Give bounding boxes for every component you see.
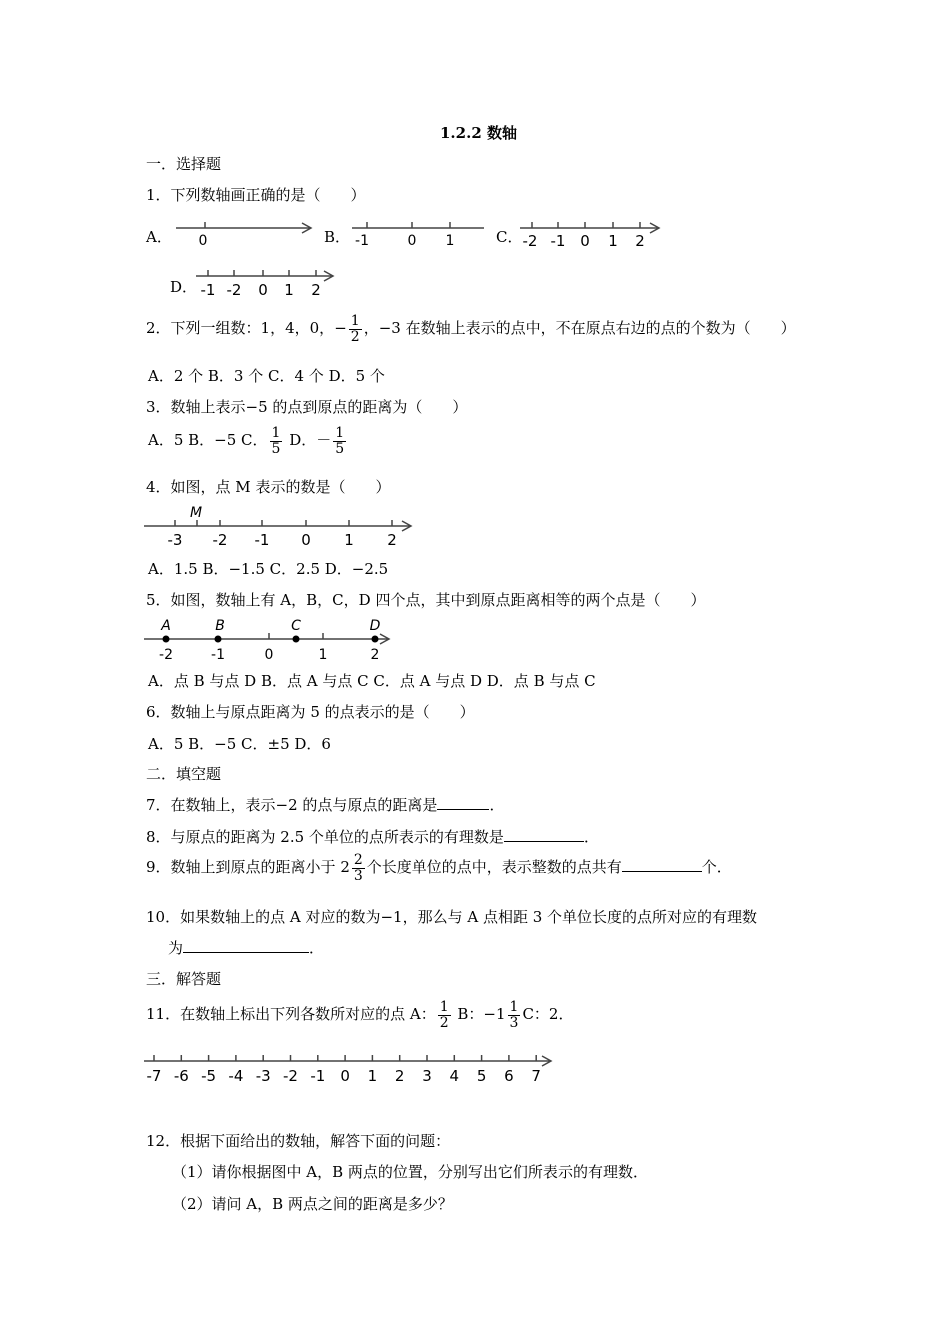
- q1-axis-b: [350, 214, 488, 250]
- axis-c-label: 1: [608, 232, 618, 250]
- q11-text-mid: B：−1: [452, 1005, 506, 1024]
- q3-stem: 3．数轴上表示−5 的点到原点的距离为（ ）: [146, 398, 468, 416]
- fraction-denominator: 2: [439, 1014, 449, 1031]
- q11-tick-label: -4: [228, 1067, 244, 1085]
- point-d-label: D: [369, 618, 381, 634]
- q11-number-line: [140, 1050, 558, 1090]
- axis-c-label: -2: [522, 232, 538, 250]
- q11-tick-label: 5: [476, 1067, 487, 1085]
- q11-tick-label: 4: [449, 1067, 460, 1085]
- q12-sub2: （2）请问 A，B 两点之间的距离是多少？: [172, 1195, 453, 1213]
- q3-options: [148, 426, 348, 456]
- point-c-label: C: [291, 618, 301, 634]
- q11-tick-label: 7: [531, 1067, 541, 1085]
- q7-answer-blank[interactable]: [437, 795, 489, 810]
- q11-tick-label: -1: [310, 1067, 326, 1085]
- q1-axis-c: [518, 214, 666, 250]
- fraction-numerator: 1: [509, 999, 519, 1015]
- q3-option-c-fraction: [270, 426, 283, 456]
- q5-tick-label: 2: [370, 647, 380, 663]
- q4-tick-label: -1: [254, 531, 270, 549]
- q7-end: ．: [489, 796, 505, 814]
- q5-number-line: [142, 614, 396, 664]
- q1-axis-d: [194, 264, 340, 300]
- q3-option-d-label: D．－: [289, 431, 332, 450]
- fraction-denominator: 2: [350, 328, 360, 345]
- q4-stem: 4．如图，点 M 表示的数是（ ）: [146, 478, 391, 496]
- q11-a-fraction: [438, 1000, 451, 1030]
- q4-tick-label: -2: [212, 531, 228, 549]
- q10-line2-post: ．: [309, 939, 325, 957]
- q12-sub1: （1）请你根据图中 A，B 两点的位置，分别写出它们所表示的有理数．: [172, 1163, 648, 1181]
- axis-d-label: 1: [284, 281, 294, 299]
- q11-tick-group: [147, 1055, 541, 1085]
- q7: [146, 794, 504, 815]
- q2-fraction-sign: −: [334, 319, 347, 338]
- q9-answer-blank[interactable]: [622, 857, 702, 872]
- axis-d-label: 0: [258, 281, 268, 299]
- q4-options: A．1.5 B．−1.5 C．2.5 D．−2.5: [148, 560, 389, 578]
- point-a-label: A: [161, 618, 171, 634]
- q5-tick-label: -2: [159, 647, 173, 663]
- fraction-numerator: 1: [439, 999, 449, 1015]
- axis-c-label: -1: [550, 232, 566, 250]
- page-title: 1.2.2 数轴: [440, 124, 517, 142]
- q11-tick-label: 6: [504, 1067, 514, 1085]
- q10-line2-pre: 为: [168, 939, 184, 957]
- axis-b-label: 1: [445, 233, 455, 249]
- q3-options-ab: A．5 B．−5 C．: [148, 431, 268, 450]
- q10-line2: [168, 937, 324, 958]
- q9: [146, 853, 732, 883]
- q1-option-a-label: A．: [146, 228, 172, 246]
- section-heading-answer: 三．解答题: [146, 970, 222, 988]
- q8-text: 8．与原点的距离为 2.5 个单位的点所表示的有理数是: [146, 828, 504, 846]
- q9-text-pre: 9．数轴上到原点的距离小于 2: [146, 858, 350, 877]
- fraction-numerator: 1: [271, 425, 281, 441]
- q8-end: ．: [583, 828, 599, 846]
- q2-stem-post: ，−3 在数轴上表示的点中，不在原点右边的点的个数为（ ）: [363, 319, 796, 338]
- axis-d-label: 2: [311, 281, 321, 299]
- q11-text-pre: 11．在数轴上标出下列各数所对应的点 A：: [146, 1005, 436, 1024]
- q1-option-d-label: D．: [170, 278, 198, 296]
- q9-text-mid: 个长度单位的点中，表示整数的点共有: [366, 858, 622, 877]
- q1-axis-a: [172, 214, 318, 250]
- axis-c-label: 0: [580, 232, 590, 250]
- q4-tick-label: 1: [344, 531, 354, 549]
- q11-b-fraction: [508, 1000, 521, 1030]
- fraction-denominator: 5: [335, 440, 345, 457]
- axis-d-label: -1: [200, 281, 216, 299]
- q12-stem: 12．根据下面给出的数轴，解答下面的问题：: [146, 1132, 451, 1150]
- q1-option-c-label: C．: [496, 228, 523, 246]
- q11-text-post: C：2．: [522, 1005, 574, 1024]
- q10-answer-blank[interactable]: [183, 938, 309, 953]
- q5-stem: 5．如图，数轴上有 A，B，C，D 四个点，其中到原点距离相等的两个点是（ ）: [146, 591, 706, 609]
- axis-d-label: -2: [226, 281, 242, 299]
- fraction-numerator: 1: [335, 425, 345, 441]
- axis-c-label: 2: [635, 232, 645, 250]
- section-heading-choice: 一．选择题: [146, 155, 222, 173]
- q11-tick-label: -7: [146, 1067, 162, 1085]
- q1-stem: 1．下列数轴画正确的是（ ）: [146, 186, 366, 204]
- q9-fraction: [352, 853, 365, 883]
- q8-answer-blank[interactable]: [504, 827, 584, 842]
- q5-tick-label: -1: [211, 647, 225, 663]
- q5-tick-label: 0: [264, 647, 274, 663]
- q9-text-post: 个．: [701, 858, 732, 877]
- q11-tick-label: 0: [340, 1067, 350, 1085]
- q4-tick-label: 2: [387, 531, 397, 549]
- q4-tick-label: 0: [301, 531, 311, 549]
- point-m-label: M: [189, 505, 203, 521]
- q5-tick-label: 1: [318, 647, 328, 663]
- axis-a-label-0: 0: [198, 233, 208, 249]
- section-heading-fill: 二．填空题: [146, 765, 222, 783]
- q7-text: 7．在数轴上，表示−2 的点与原点的距离是: [146, 796, 438, 814]
- q2-stem-pre: 2．下列一组数：1，4，0，: [146, 319, 335, 338]
- q11-tick-label: -6: [173, 1067, 189, 1085]
- q11-tick-label: -3: [255, 1067, 271, 1085]
- fraction-denominator: 5: [271, 440, 281, 457]
- fraction-denominator: 3: [353, 867, 363, 884]
- q10-line1: 10．如果数轴上的点 A 对应的数为−1，那么与 A 点相距 3 个单位长度的点所对应的有理数: [146, 908, 758, 926]
- q4-number-line: [142, 502, 418, 550]
- q2-fraction: [349, 314, 362, 344]
- q1-option-b-label: B．: [324, 228, 351, 246]
- q6-stem: 6．数轴上与原点距离为 5 的点表示的是（ ）: [146, 703, 475, 721]
- q6-options: A．5 B．−5 C．±5 D．6: [148, 735, 331, 753]
- axis-b-label: -1: [355, 233, 369, 249]
- q11-tick-label: -2: [283, 1067, 298, 1085]
- point-b-label: B: [215, 618, 225, 634]
- q4-tick-label: -3: [167, 531, 183, 549]
- q8: [146, 826, 599, 847]
- fraction-denominator: 3: [509, 1014, 519, 1031]
- q11-tick-label: -5: [201, 1067, 217, 1085]
- q11-tick-label: 2: [394, 1067, 405, 1085]
- q11-stem: [146, 1000, 573, 1030]
- q2-stem: [146, 314, 796, 344]
- q5-options: A．点 B 与点 D B．点 A 与点 C C．点 A 与点 D D．点 B 与点 C: [148, 672, 596, 690]
- q11-tick-label: 3: [422, 1067, 432, 1085]
- q3-option-d-fraction: [333, 426, 346, 456]
- axis-b-label: 0: [407, 233, 417, 249]
- fraction-numerator: 2: [353, 852, 363, 868]
- fraction-numerator: 1: [350, 313, 360, 329]
- q11-tick-label: 1: [367, 1067, 378, 1085]
- q2-options: A．2 个 B．3 个 C．4 个 D．5 个: [148, 367, 385, 385]
